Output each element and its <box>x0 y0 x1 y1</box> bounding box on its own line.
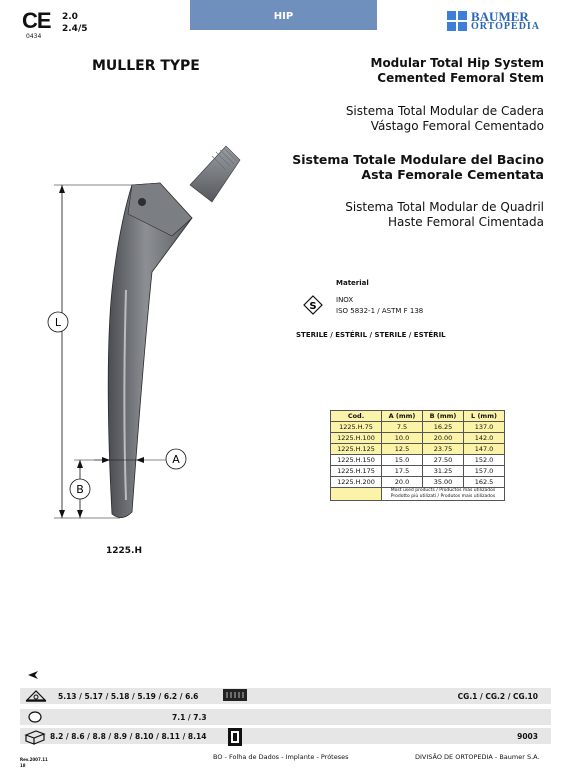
dim-b-label: B <box>76 483 84 496</box>
brand-name: BAUMER <box>471 9 529 24</box>
table-cell: 1225.H.200 <box>331 477 382 488</box>
title-es <box>292 104 544 134</box>
title-it <box>292 152 544 182</box>
femoral-stem-drawing <box>40 140 250 530</box>
section-tab-hip[interactable]: HIP <box>190 0 377 30</box>
note-line: Most used products / Productos más utilizados <box>390 488 496 493</box>
title-en <box>292 56 544 86</box>
table-cell: 137.0 <box>464 422 505 433</box>
table-row <box>331 477 505 488</box>
col-header: L (mm) <box>464 411 505 422</box>
arrow-right <box>102 457 110 463</box>
model-title: MULLER TYPE <box>92 58 200 74</box>
table-cell: 20.00 <box>423 433 464 444</box>
table-header-row <box>331 411 505 422</box>
reference-row-2 <box>20 709 551 725</box>
table-cell: 16.25 <box>423 422 464 433</box>
note-line: Prodotto più utilizati / Produtos mais utilizados <box>390 494 496 499</box>
title-line: Asta Femorale Cementata <box>361 167 544 182</box>
col-header: Cod. <box>331 411 382 422</box>
table-row <box>331 433 505 444</box>
product-titles <box>292 56 544 248</box>
revision-info <box>20 757 48 769</box>
table-cell: 162.5 <box>464 477 505 488</box>
s-diamond-icon <box>303 295 323 315</box>
material-label: Material <box>336 279 369 287</box>
baumer-logo <box>447 10 547 34</box>
title-line: Sistema Total Modular de Cadera <box>345 104 544 118</box>
title-line: Cemented Femoral Stem <box>377 71 544 85</box>
ce-mark: CE <box>22 8 51 33</box>
table-cell: 1225.H.75 <box>331 422 382 433</box>
legend-swatch <box>331 488 382 501</box>
product-code: 1225.H <box>106 546 142 556</box>
sterile-label: STERILE / ESTÉRIL / STERILE / ESTÉRIL <box>296 331 446 339</box>
table-cell: 27.50 <box>423 455 464 466</box>
material-standard: ISO 5832-1 / ASTM F 138 <box>336 307 424 315</box>
title-line: Haste Femoral Cimentada <box>387 215 544 229</box>
table-cell: 23.75 <box>423 444 464 455</box>
logo-grid-icon <box>447 11 467 31</box>
title-line: Sistema Totale Modulare del Bacino <box>292 152 544 167</box>
stem-hole <box>138 198 146 206</box>
reference-codes-kits: 8.2 / 8.6 / 8.8 / 8.9 / 8.10 / 8.11 / 8.14 <box>50 732 207 741</box>
title-line: Modular Total Hip System <box>370 56 544 70</box>
title-pt <box>292 200 544 230</box>
table-row <box>331 444 505 455</box>
col-header: B (mm) <box>423 411 464 422</box>
table-row <box>331 466 505 477</box>
reference-codes-cups: 7.1 / 7.3 <box>172 713 207 722</box>
box-barcode-icon <box>222 688 248 702</box>
col-header: A (mm) <box>382 411 423 422</box>
table-row <box>331 422 505 433</box>
arrow-up <box>77 460 83 468</box>
instrument-tray-icon <box>24 688 48 704</box>
footer-company: DIVISÃO DE ORTOPEDIA - Baumer S.A. <box>415 753 540 761</box>
table-cell: 31.25 <box>423 466 464 477</box>
table-cell: 147.0 <box>464 444 505 455</box>
table-cell: 152.0 <box>464 455 505 466</box>
ce-number: 0434 <box>26 33 42 40</box>
box-icon <box>24 729 46 745</box>
brand-subtitle: ORTOPEDIA <box>471 21 541 32</box>
material-name: INOX <box>336 296 354 304</box>
revision-line: Rev.2007.11 <box>20 757 48 762</box>
table-cell: 7.5 <box>382 422 423 433</box>
title-line: Vástago Femoral Cementado <box>370 119 544 133</box>
reference-codes-cg: CG.1 / CG.2 / CG.10 <box>457 692 538 701</box>
footer-center: BO - Folha de Dados - Implante - Próteses <box>213 753 349 761</box>
pointer-icon <box>26 670 40 680</box>
version-info <box>62 11 88 35</box>
table-row <box>331 455 505 466</box>
table-cell: 15.0 <box>382 455 423 466</box>
table-cell: 1225.H.150 <box>331 455 382 466</box>
table-cell: 20.0 <box>382 477 423 488</box>
dim-l-label: L <box>54 316 62 329</box>
title-line: Sistema Total Modular de Quadril <box>345 200 544 214</box>
table-cell: 10.0 <box>382 433 423 444</box>
table-note <box>382 488 505 501</box>
book-icon <box>226 727 244 747</box>
table-cell: 157.0 <box>464 466 505 477</box>
svg-text:S: S <box>309 301 317 312</box>
stem-taper <box>190 146 240 202</box>
table-cell: 142.0 <box>464 433 505 444</box>
page-number: 18 <box>20 763 26 768</box>
arrow-left <box>136 457 144 463</box>
reference-codes-instruments: 5.13 / 5.17 / 5.18 / 5.19 / 6.2 / 6.6 <box>58 692 199 701</box>
version-line: 2.0 <box>62 12 78 22</box>
table-cell: 12.5 <box>382 444 423 455</box>
dim-a-label: A <box>172 453 180 466</box>
reference-manual-code: 9003 <box>517 732 538 741</box>
table-cell: 17.5 <box>382 466 423 477</box>
table-note-row <box>331 488 505 501</box>
table-cell: 1225.H.100 <box>331 433 382 444</box>
arrow-down <box>59 510 65 518</box>
table-cell: 35.00 <box>423 477 464 488</box>
arrow-up <box>59 185 65 193</box>
arrow-down <box>77 510 83 518</box>
table-cell: 1225.H.125 <box>331 444 382 455</box>
cup-icon <box>27 710 43 724</box>
version-line: 2.4/5 <box>62 24 88 34</box>
table-cell: 1225.H.175 <box>331 466 382 477</box>
sizes-table <box>330 410 505 501</box>
